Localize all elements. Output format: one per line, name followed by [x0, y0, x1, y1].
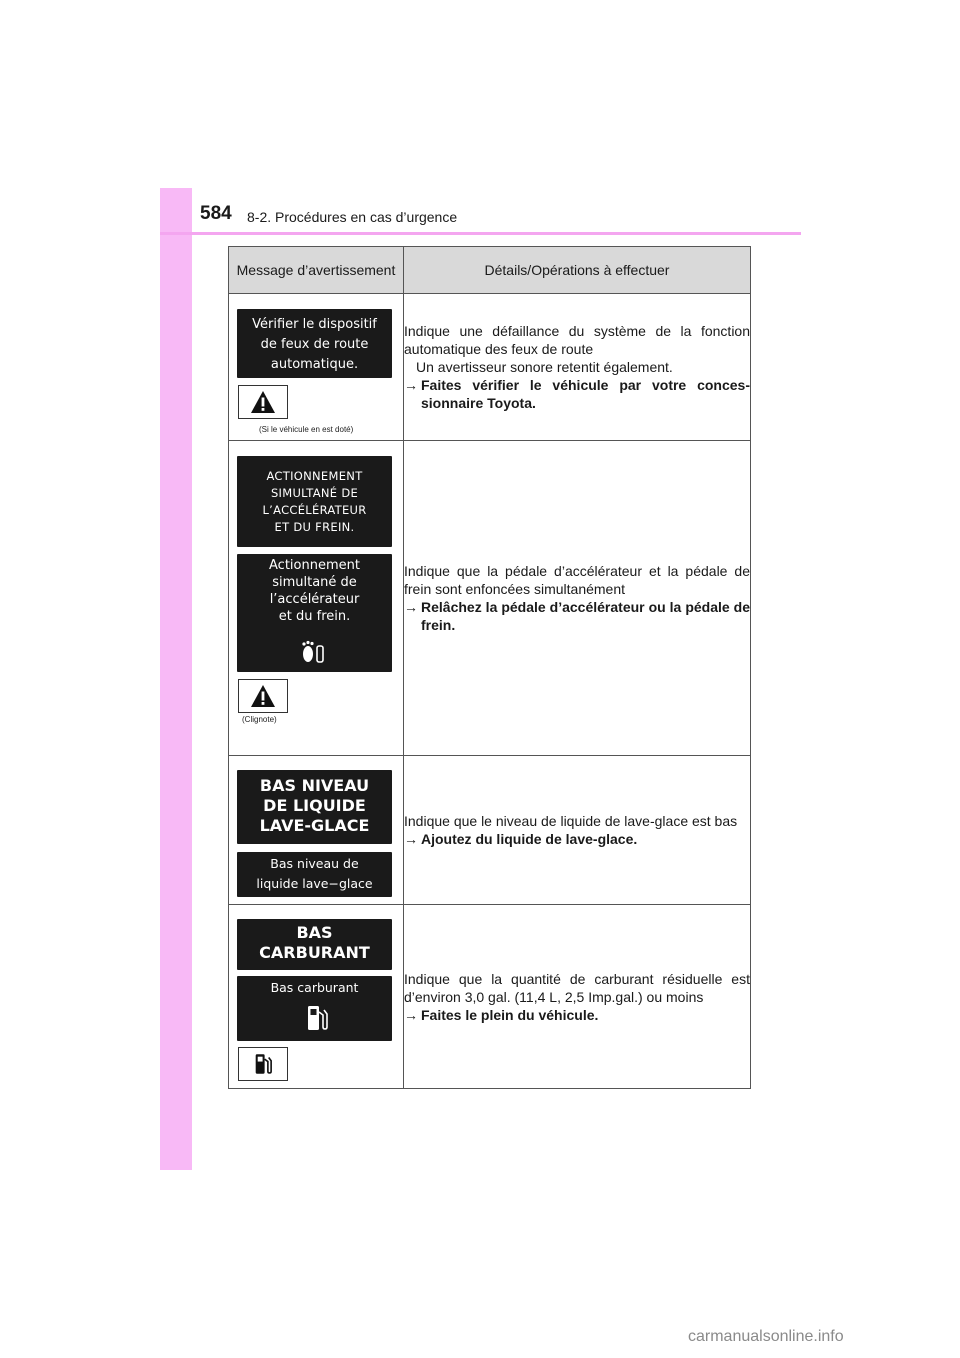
- details-cell: [404, 905, 751, 1089]
- fuel-pump-icon: [305, 1002, 329, 1034]
- column-header-details: Détails/Opérations à effectuer: [404, 247, 751, 294]
- description: Indique que le niveau de liquide de lave-glace est bas: [404, 813, 738, 829]
- header-rule: [160, 232, 801, 235]
- warning-message-table: [228, 246, 751, 1089]
- column-header-message: Message d’avertissement: [229, 247, 404, 294]
- details-cell: [404, 441, 751, 756]
- warning-triangle-icon: [250, 684, 276, 708]
- table-header-row: [229, 247, 751, 294]
- table-row: [229, 441, 751, 756]
- arrow-icon: →: [404, 377, 418, 393]
- display-screen: ACTIONNEMENT SIMULTANÉ DE L’ACCÉLÉRATEUR ET DU FREIN.: [237, 456, 392, 547]
- action: → Faites vérifier le véhicule par votre conces-sionnaire Toyota.: [404, 377, 750, 411]
- description: Indique que la pédale d’accélérateur et la pédale de frein sont enfoncées simultanément: [404, 563, 750, 597]
- warning-triangle-icon: [250, 390, 276, 414]
- table-row: [229, 756, 751, 905]
- fuel-pump-icon: [252, 1051, 274, 1077]
- action: → Ajoutez du liquide de lave-glace.: [404, 831, 638, 847]
- table-row: [229, 294, 751, 441]
- caption: (Clignote): [242, 715, 277, 724]
- message-cell: [229, 756, 404, 905]
- message-cell: [229, 905, 404, 1089]
- details-cell: [404, 756, 751, 905]
- action: → Faites le plein du véhicule.: [404, 1006, 599, 1023]
- display-screen: Actionnement simultané de l’accélérateur et du frein.: [237, 554, 392, 672]
- table-row: [229, 905, 751, 1089]
- warning-indicator: [238, 679, 288, 713]
- side-tab-band: [160, 188, 192, 1170]
- display-screen: BAS CARBURANT: [237, 919, 392, 970]
- arrow-icon: →: [404, 831, 418, 847]
- description: Indique que la quantité de carburant résiduelle est d’environ 3,0 gal. (11,4 L, 2,5 Imp.gal.) ou moins: [404, 970, 750, 1005]
- display-screen: Bas niveau de liquide lave−glace: [237, 852, 392, 897]
- details-cell: [404, 294, 751, 441]
- description: Indique une défaillance du système de la fonction automatique des feux de route: [404, 323, 750, 357]
- section-title: 8-2. Procédures en cas d’urgence: [247, 209, 458, 225]
- page-number: 584: [200, 203, 232, 224]
- display-screen: BAS NIVEAU DE LIQUIDE LAVE-GLACE: [237, 770, 392, 844]
- arrow-icon: →: [404, 1006, 418, 1023]
- action: → Relâchez la pédale d’accélérateur ou la pédale de frein.: [404, 599, 750, 633]
- message-cell: [229, 294, 404, 441]
- message-cell: [229, 441, 404, 756]
- warning-indicator: [238, 385, 288, 419]
- note: Un avertisseur sonore retentit également.: [416, 359, 673, 375]
- pedal-foot-icon: [299, 638, 329, 666]
- watermark: carmanualsonline.info: [688, 1328, 844, 1345]
- caption: (Si le véhicule en est doté): [259, 425, 354, 434]
- display-screen: Bas carburant: [237, 976, 392, 1041]
- fuel-indicator: [238, 1047, 288, 1081]
- arrow-icon: →: [404, 599, 418, 615]
- display-screen: Vérifier le dispositif de feux de route automatique.: [237, 309, 392, 378]
